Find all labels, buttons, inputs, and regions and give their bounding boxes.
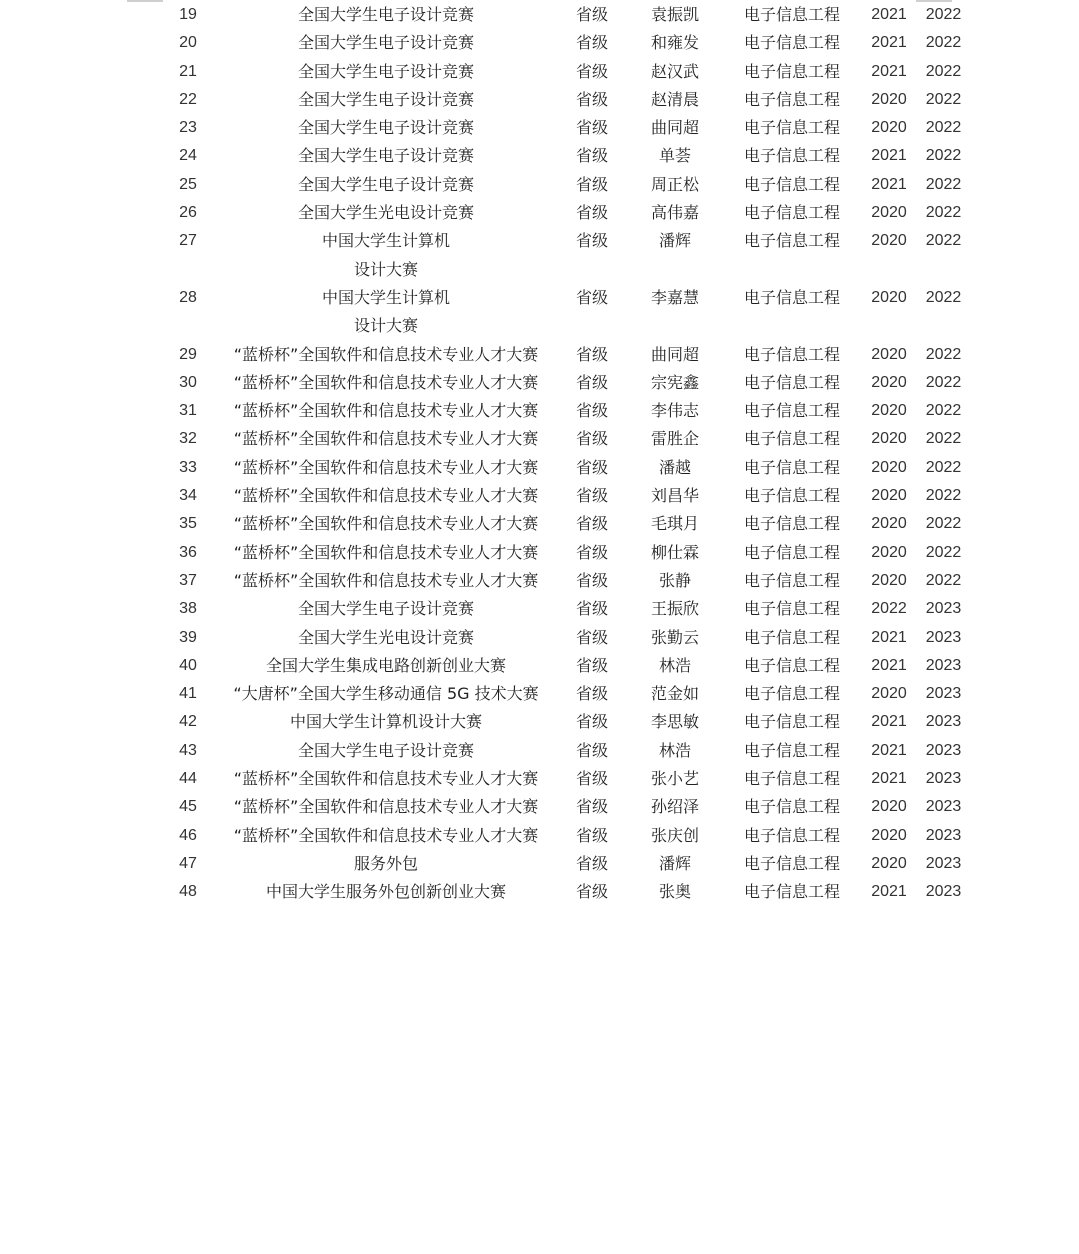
major-cell: 电子信息工程 [743,825,840,845]
student-name-cell: 张静 [658,570,691,590]
award-level-cell: 省级 [575,89,608,109]
competition-name-cell [218,227,554,284]
award-year-cell: 2022 [925,430,962,448]
competition-name-cell [218,567,554,595]
competition-name-cell [218,58,554,86]
major-cell: 电子信息工程 [743,853,840,873]
competition-name-text: 中国大学生计算机设计大赛 [321,231,450,279]
award-year-cell: 2022 [925,232,962,250]
student-name-cell: 毛琪月 [650,514,699,534]
row-number-cell: 22 [179,90,197,108]
award-year-cell: 2022 [925,204,962,222]
competition-name-cell [218,878,554,906]
grade-year-cell: 2021 [871,628,907,646]
award-year-cell: 2023 [925,685,962,703]
competition-name-cell [218,171,554,199]
row-number-cell: 39 [179,628,197,646]
grade-year-cell: 2020 [871,458,907,476]
major-cell: 电子信息工程 [743,118,840,138]
row-number-cell: 33 [179,458,197,476]
major-cell: 电子信息工程 [743,486,840,506]
table-row [158,539,973,567]
competition-name-cell [218,142,554,170]
grade-year-cell: 2020 [871,685,907,703]
major-cell: 电子信息工程 [743,740,840,760]
award-year-cell: 2023 [925,628,962,646]
major-cell: 电子信息工程 [743,33,840,53]
award-level-cell: 省级 [575,599,608,619]
grade-year-cell: 2021 [871,713,907,731]
competition-name-text: “蓝桥杯”全国软件和信息技术专业人才大赛 [233,570,539,590]
student-name-cell: 曲同超 [650,344,699,364]
award-level-cell: 省级 [575,769,608,789]
table-row [158,171,973,199]
student-name-cell: 高伟嘉 [650,203,699,223]
major-cell: 电子信息工程 [743,401,840,421]
award-year-cell: 2023 [925,656,962,674]
table-row [158,737,973,765]
row-number-cell: 30 [179,373,197,391]
award-year-cell: 2023 [925,741,962,759]
award-level-cell: 省级 [575,429,608,449]
major-cell: 电子信息工程 [743,712,840,732]
award-level-cell: 省级 [575,344,608,364]
award-year-cell: 2023 [925,883,962,901]
table-row [158,850,973,878]
grade-year-cell: 2020 [871,232,907,250]
table-row [158,142,973,170]
table-row [158,369,973,397]
competition-name-text: 全国大学生电子设计竞赛 [297,740,474,760]
row-number-cell: 42 [179,713,197,731]
student-name-cell: 雷胜企 [650,429,699,449]
competition-name-cell [218,793,554,821]
competition-name-cell [218,284,554,341]
award-level-cell: 省级 [575,740,608,760]
major-cell: 电子信息工程 [743,542,840,562]
award-level-cell: 省级 [575,61,608,81]
competition-name-cell [218,595,554,623]
competition-name-cell [218,482,554,510]
row-number-cell: 25 [179,175,197,193]
competition-name-text: 全国大学生电子设计竞赛 [297,33,474,53]
award-year-cell: 2022 [925,515,962,533]
competition-name-cell [218,454,554,482]
student-name-cell: 李嘉慧 [650,287,699,307]
major-cell: 电子信息工程 [743,203,840,223]
competition-name-cell [218,510,554,538]
grade-year-cell: 2021 [871,741,907,759]
competition-name-text: 全国大学生集成电路创新创业大赛 [265,655,506,675]
row-number-cell: 48 [179,883,197,901]
student-name-cell: 张奥 [658,882,691,902]
table-row [158,284,973,341]
competition-name-text: 中国大学生计算机设计大赛 [321,287,450,336]
row-number-cell: 28 [179,288,197,306]
award-year-cell: 2022 [925,288,962,306]
award-level-cell: 省级 [575,231,608,251]
award-year-cell: 2022 [925,543,962,561]
competition-name-cell [218,86,554,114]
table-row [158,454,973,482]
major-cell: 电子信息工程 [743,146,840,166]
row-number-cell: 43 [179,741,197,759]
table-row [158,425,973,453]
award-year-cell: 2022 [925,34,962,52]
grade-year-cell: 2020 [871,543,907,561]
award-level-cell: 省级 [575,627,608,647]
competition-name-text: 中国大学生计算机设计大赛 [289,712,482,732]
grade-year-cell: 2021 [871,6,907,23]
competition-name-cell [218,652,554,680]
table-row [158,397,973,425]
major-cell: 电子信息工程 [743,372,840,392]
grade-year-cell: 2020 [871,430,907,448]
grade-year-cell: 2020 [871,345,907,363]
grade-year-cell: 2020 [871,402,907,420]
competition-name-text: “大唐杯”全国大学生移动通信 5G 技术大赛 [233,684,539,704]
award-year-cell: 2022 [925,175,962,193]
award-year-cell: 2022 [925,119,962,137]
row-number-cell: 31 [179,402,197,420]
grade-year-cell: 2020 [871,373,907,391]
award-year-cell: 2023 [925,770,962,788]
award-level-cell: 省级 [575,655,608,675]
table-row [158,822,973,850]
grade-year-cell: 2021 [871,34,907,52]
competition-name-text: 全国大学生光电设计竞赛 [297,203,474,223]
competition-name-text: “蓝桥杯”全国软件和信息技术专业人才大赛 [233,372,539,392]
row-number-cell: 19 [179,6,197,23]
major-cell: 电子信息工程 [743,287,840,307]
table-row [158,765,973,793]
competition-name-text: “蓝桥杯”全国软件和信息技术专业人才大赛 [233,825,539,845]
competition-name-cell [218,199,554,227]
student-name-cell: 林浩 [658,655,691,675]
student-name-cell: 潘辉 [658,853,691,873]
row-number-cell: 29 [179,345,197,363]
student-name-cell: 孙绍泽 [650,797,699,817]
student-name-cell: 潘越 [658,457,691,477]
award-year-cell: 2023 [925,798,962,816]
major-cell: 电子信息工程 [743,61,840,81]
grade-year-cell: 2020 [871,288,907,306]
table-row [158,1,973,29]
award-table-body [158,1,973,907]
grade-year-cell: 2020 [871,826,907,844]
row-number-cell: 35 [179,515,197,533]
competition-name-text: “蓝桥杯”全国软件和信息技术专业人才大赛 [233,457,539,477]
grade-year-cell: 2020 [871,854,907,872]
table-row [158,878,973,906]
competition-name-cell [218,397,554,425]
student-name-cell: 李伟志 [650,401,699,421]
competition-name-text: 全国大学生光电设计竞赛 [297,627,474,647]
row-number-cell: 23 [179,119,197,137]
competition-name-text: 全国大学生电子设计竞赛 [297,599,474,619]
row-number-cell: 41 [179,685,197,703]
grade-year-cell: 2020 [871,119,907,137]
row-number-cell: 37 [179,571,197,589]
table-row [158,567,973,595]
award-level-cell: 省级 [575,372,608,392]
competition-name-cell [218,369,554,397]
table-row [158,595,973,623]
competition-name-text: 全国大学生电子设计竞赛 [297,5,474,24]
table-row [158,114,973,142]
row-number-cell: 36 [179,543,197,561]
student-name-cell: 张庆创 [650,825,699,845]
student-name-cell: 周正松 [650,174,699,194]
row-number-cell: 45 [179,798,197,816]
award-level-cell: 省级 [575,542,608,562]
award-year-cell: 2022 [925,90,962,108]
row-number-cell: 44 [179,770,197,788]
student-name-cell: 范金如 [650,684,699,704]
competition-name-cell [218,624,554,652]
competition-name-text: 中国大学生服务外包创新创业大赛 [265,882,506,902]
table-row [158,86,973,114]
table-row [158,624,973,652]
row-number-cell: 40 [179,656,197,674]
grade-year-cell: 2020 [871,204,907,222]
competition-name-text: “蓝桥杯”全国软件和信息技术专业人才大赛 [233,514,539,534]
award-year-cell: 2023 [925,713,962,731]
major-cell: 电子信息工程 [743,174,840,194]
major-cell: 电子信息工程 [743,514,840,534]
table-row [158,58,973,86]
student-name-cell: 赵清晨 [650,89,699,109]
student-name-cell: 张小艺 [650,769,699,789]
competition-name-cell [218,680,554,708]
competition-name-text: 全国大学生电子设计竞赛 [297,61,474,81]
student-name-cell: 和雍发 [650,33,699,53]
award-year-cell: 2023 [925,854,962,872]
major-cell: 电子信息工程 [743,344,840,364]
competition-name-cell [218,737,554,765]
grade-year-cell: 2021 [871,770,907,788]
award-level-cell: 省级 [575,457,608,477]
competition-name-text: “蓝桥杯”全国软件和信息技术专业人才大赛 [233,486,539,506]
grade-year-cell: 2020 [871,571,907,589]
row-number-cell: 34 [179,487,197,505]
award-year-cell: 2022 [925,62,962,80]
major-cell: 电子信息工程 [743,797,840,817]
competition-name-cell [218,341,554,369]
major-cell: 电子信息工程 [743,655,840,675]
row-number-cell: 38 [179,600,197,618]
grade-year-cell: 2021 [871,656,907,674]
table-row [158,680,973,708]
row-number-cell: 20 [179,34,197,52]
major-cell: 电子信息工程 [743,599,840,619]
competition-name-text: “蓝桥杯”全国软件和信息技术专业人才大赛 [233,542,539,562]
table-row [158,708,973,736]
competition-name-text: 全国大学生电子设计竞赛 [297,89,474,109]
table-row [158,341,973,369]
award-level-cell: 省级 [575,853,608,873]
row-number-cell: 26 [179,204,197,222]
award-level-cell: 省级 [575,33,608,53]
competition-name-cell [218,765,554,793]
competition-name-text: 全国大学生电子设计竞赛 [297,174,474,194]
competition-name-cell [218,29,554,57]
table-row [158,793,973,821]
row-number-cell: 21 [179,62,197,80]
major-cell: 电子信息工程 [743,231,840,251]
student-name-cell: 王振欣 [650,599,699,619]
major-cell: 电子信息工程 [743,882,840,902]
award-level-cell: 省级 [575,486,608,506]
row-number-cell: 32 [179,430,197,448]
grade-year-cell: 2022 [871,600,907,618]
competition-name-text: “蓝桥杯”全国软件和信息技术专业人才大赛 [233,769,539,789]
award-year-cell: 2022 [925,345,962,363]
competition-name-text: “蓝桥杯”全国软件和信息技术专业人才大赛 [233,401,539,421]
award-year-cell: 2022 [925,571,962,589]
award-year-cell: 2022 [925,402,962,420]
student-name-cell: 曲同超 [650,118,699,138]
competition-name-cell [218,539,554,567]
student-name-cell: 李思敏 [650,712,699,732]
award-level-cell: 省级 [575,570,608,590]
student-name-cell: 宗宪鑫 [650,372,699,392]
major-cell: 电子信息工程 [743,89,840,109]
grade-year-cell: 2021 [871,147,907,165]
major-cell: 电子信息工程 [743,457,840,477]
award-year-cell: 2023 [925,826,962,844]
major-cell: 电子信息工程 [743,570,840,590]
major-cell: 电子信息工程 [743,769,840,789]
student-name-cell: 张勤云 [650,627,699,647]
award-year-cell: 2022 [925,147,962,165]
award-level-cell: 省级 [575,118,608,138]
row-number-cell: 24 [179,147,197,165]
competition-name-cell [218,850,554,878]
student-name-cell: 柳仕霖 [650,542,699,562]
award-level-cell: 省级 [575,401,608,421]
competition-name-text: “蓝桥杯”全国软件和信息技术专业人才大赛 [233,797,539,817]
major-cell: 电子信息工程 [743,429,840,449]
competition-name-text: “蓝桥杯”全国软件和信息技术专业人才大赛 [233,429,539,449]
table-row [158,199,973,227]
award-level-cell: 省级 [575,5,608,24]
competition-name-cell [218,425,554,453]
competition-name-cell [218,708,554,736]
award-level-cell: 省级 [575,882,608,902]
award-level-cell: 省级 [575,825,608,845]
competition-name-cell [218,822,554,850]
table-row [158,227,973,284]
award-level-cell: 省级 [575,203,608,223]
row-number-cell: 47 [179,854,197,872]
award-year-cell: 2022 [925,373,962,391]
award-table [158,1,973,907]
student-name-cell: 刘昌华 [650,486,699,506]
grade-year-cell: 2021 [871,62,907,80]
award-year-cell: 2022 [925,6,962,23]
award-level-cell: 省级 [575,174,608,194]
student-name-cell: 赵汉武 [650,61,699,81]
grade-year-cell: 2020 [871,798,907,816]
competition-name-text: 服务外包 [353,853,418,873]
award-level-cell: 省级 [575,797,608,817]
table-row [158,29,973,57]
major-cell: 电子信息工程 [743,627,840,647]
table-row [158,482,973,510]
table-row [158,510,973,538]
competition-name-cell [218,1,554,29]
row-number-cell: 46 [179,826,197,844]
major-cell: 电子信息工程 [743,684,840,704]
grade-year-cell: 2020 [871,515,907,533]
table-row [158,652,973,680]
grade-year-cell: 2020 [871,90,907,108]
grade-year-cell: 2021 [871,175,907,193]
award-level-cell: 省级 [575,514,608,534]
award-year-cell: 2023 [925,600,962,618]
competition-name-text: “蓝桥杯”全国软件和信息技术专业人才大赛 [233,344,539,364]
student-name-cell: 林浩 [658,740,691,760]
competition-name-text: 全国大学生电子设计竞赛 [297,146,474,166]
competition-name-text: 全国大学生电子设计竞赛 [297,118,474,138]
grade-year-cell: 2021 [871,883,907,901]
award-level-cell: 省级 [575,684,608,704]
award-level-cell: 省级 [575,287,608,307]
award-year-cell: 2022 [925,487,962,505]
row-number-cell: 27 [179,232,197,250]
student-name-cell: 单荟 [658,146,691,166]
competition-name-cell [218,114,554,142]
grade-year-cell: 2020 [871,487,907,505]
award-level-cell: 省级 [575,146,608,166]
award-year-cell: 2022 [925,458,962,476]
major-cell: 电子信息工程 [743,5,840,24]
student-name-cell: 潘辉 [658,231,691,251]
award-level-cell: 省级 [575,712,608,732]
student-name-cell: 袁振凯 [650,5,699,24]
